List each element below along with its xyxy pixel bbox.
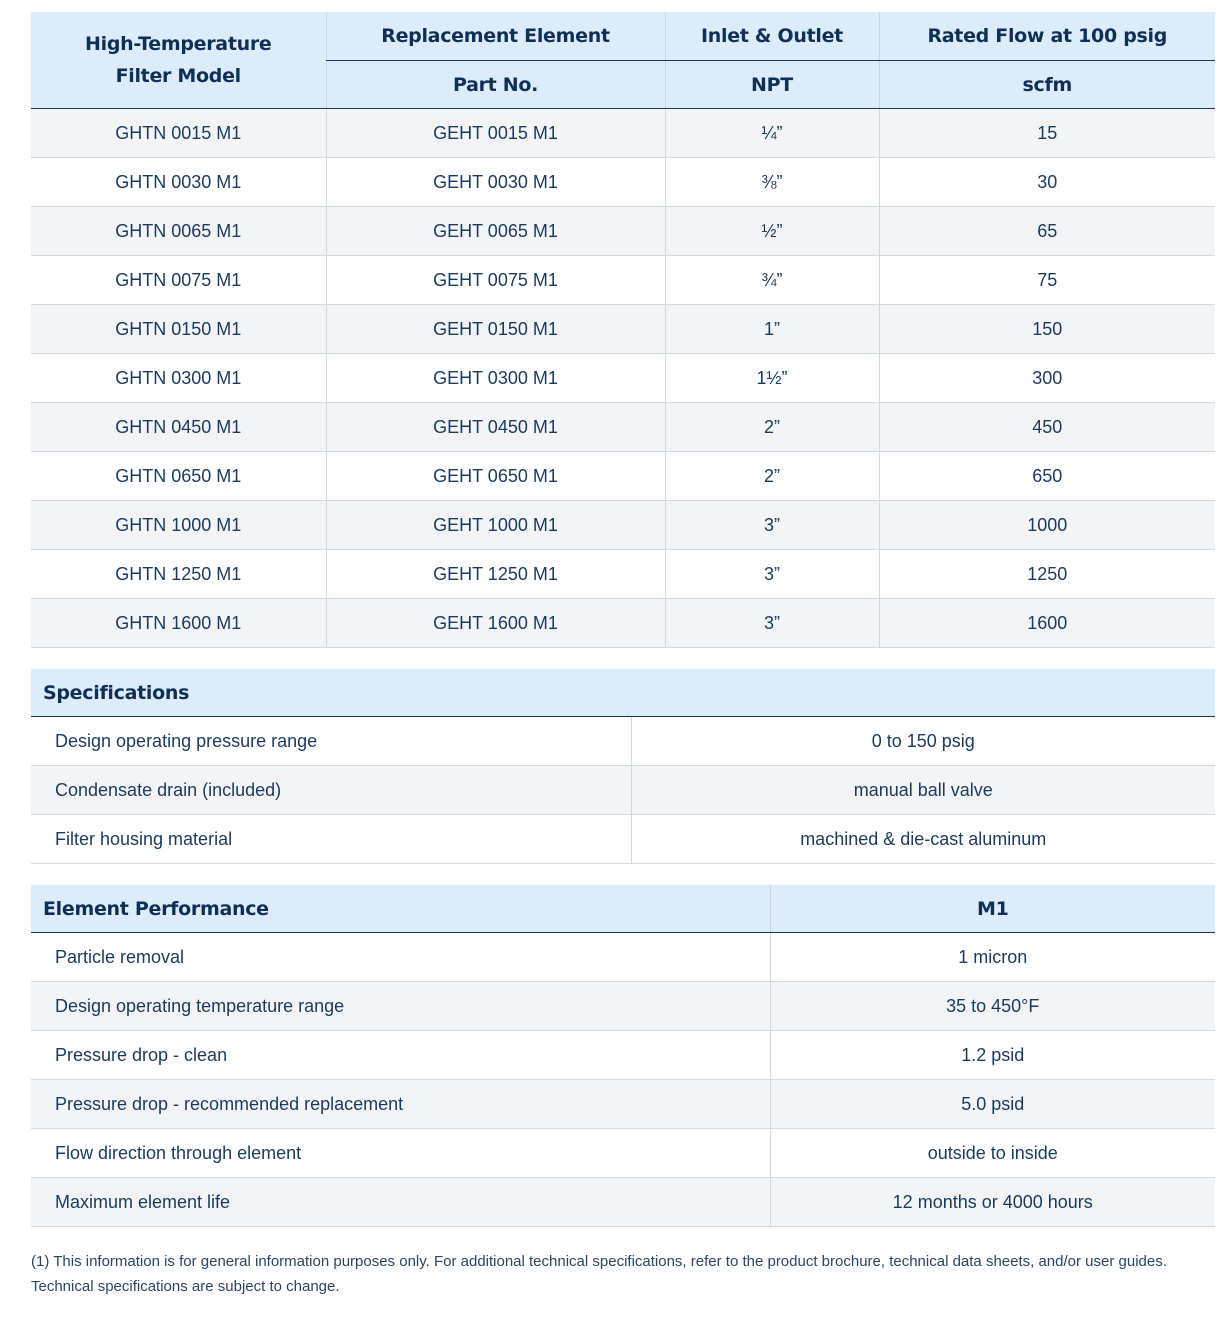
header-scfm: scfm xyxy=(879,61,1215,109)
spec-row xyxy=(31,1031,1215,1080)
rated-flow-cell: 450 xyxy=(879,403,1215,452)
npt-size-cell: 3” xyxy=(665,550,879,599)
spec-row xyxy=(31,1080,1215,1129)
spec-row xyxy=(31,717,1215,766)
part-number-cell: GEHT 0065 M1 xyxy=(326,207,665,256)
header-rated-flow: Rated Flow at 100 psig xyxy=(879,12,1215,61)
filter-model-cell: GHTN 0450 M1 xyxy=(31,403,326,452)
header-part-no: Part No. xyxy=(326,61,665,109)
spec-label: Condensate drain (included) xyxy=(31,766,631,815)
table-row xyxy=(31,599,1215,648)
spec-label: Design operating temperature range xyxy=(31,982,770,1031)
element-performance-column-m1: M1 xyxy=(770,885,1215,933)
rated-flow-cell: 15 xyxy=(879,109,1215,158)
filter-model-cell: GHTN 0650 M1 xyxy=(31,452,326,501)
part-number-cell: GEHT 1000 M1 xyxy=(326,501,665,550)
table-row xyxy=(31,501,1215,550)
spec-row xyxy=(31,766,1215,815)
table-row xyxy=(31,256,1215,305)
part-number-cell: GEHT 1250 M1 xyxy=(326,550,665,599)
spec-label: Filter housing material xyxy=(31,815,631,864)
spec-row xyxy=(31,1178,1215,1227)
header-inlet-outlet: Inlet & Outlet xyxy=(665,12,879,61)
footnote-line-2: Technical specifications are subject to change. xyxy=(31,1278,340,1295)
part-number-cell: GEHT 0450 M1 xyxy=(326,403,665,452)
table-row xyxy=(31,109,1215,158)
part-number-cell: GEHT 0650 M1 xyxy=(326,452,665,501)
spec-label: Pressure drop - clean xyxy=(31,1031,770,1080)
spec-label: Design operating pressure range xyxy=(31,717,631,766)
npt-size-cell: ⅜” xyxy=(665,158,879,207)
rated-flow-cell: 65 xyxy=(879,207,1215,256)
spec-row xyxy=(31,982,1215,1031)
spec-value: 12 months or 4000 hours xyxy=(770,1178,1215,1227)
footnote xyxy=(31,1249,1215,1299)
spec-value: machined & die-cast aluminum xyxy=(631,815,1215,864)
npt-size-cell: 2” xyxy=(665,403,879,452)
npt-size-cell: 1½” xyxy=(665,354,879,403)
spec-label: Pressure drop - recommended replacement xyxy=(31,1080,770,1129)
table-row xyxy=(31,452,1215,501)
rated-flow-cell: 75 xyxy=(879,256,1215,305)
filter-model-cell: GHTN 0300 M1 xyxy=(31,354,326,403)
npt-size-cell: 2” xyxy=(665,452,879,501)
element-performance-table xyxy=(31,885,1215,1227)
table-row xyxy=(31,158,1215,207)
header-replacement-element: Replacement Element xyxy=(326,12,665,61)
spec-row xyxy=(31,815,1215,864)
npt-size-cell: ¾” xyxy=(665,256,879,305)
spec-value: 5.0 psid xyxy=(770,1080,1215,1129)
spec-label: Particle removal xyxy=(31,933,770,982)
filter-models-table xyxy=(31,12,1215,648)
part-number-cell: GEHT 0150 M1 xyxy=(326,305,665,354)
filter-model-cell: GHTN 0015 M1 xyxy=(31,109,326,158)
rated-flow-cell: 150 xyxy=(879,305,1215,354)
spec-value: manual ball valve xyxy=(631,766,1215,815)
header-filter-model xyxy=(31,12,326,109)
header-filter-model-line1: High-Temperature xyxy=(85,33,272,55)
spec-value: outside to inside xyxy=(770,1129,1215,1178)
table-row xyxy=(31,305,1215,354)
filter-model-cell: GHTN 0030 M1 xyxy=(31,158,326,207)
specifications-table xyxy=(31,669,1215,864)
table-row xyxy=(31,207,1215,256)
filter-model-cell: GHTN 0150 M1 xyxy=(31,305,326,354)
filter-model-cell: GHTN 1250 M1 xyxy=(31,550,326,599)
rated-flow-cell: 1000 xyxy=(879,501,1215,550)
filter-model-cell: GHTN 0065 M1 xyxy=(31,207,326,256)
spec-value: 35 to 450°F xyxy=(770,982,1215,1031)
table-row xyxy=(31,403,1215,452)
npt-size-cell: 1” xyxy=(665,305,879,354)
table-row xyxy=(31,550,1215,599)
rated-flow-cell: 30 xyxy=(879,158,1215,207)
filter-model-cell: GHTN 0075 M1 xyxy=(31,256,326,305)
spec-value: 1.2 psid xyxy=(770,1031,1215,1080)
part-number-cell: GEHT 0015 M1 xyxy=(326,109,665,158)
rated-flow-cell: 1250 xyxy=(879,550,1215,599)
part-number-cell: GEHT 0300 M1 xyxy=(326,354,665,403)
spec-label: Flow direction through element xyxy=(31,1129,770,1178)
filter-model-cell: GHTN 1000 M1 xyxy=(31,501,326,550)
header-npt: NPT xyxy=(665,61,879,109)
spec-value: 0 to 150 psig xyxy=(631,717,1215,766)
rated-flow-cell: 1600 xyxy=(879,599,1215,648)
filter-model-cell: GHTN 1600 M1 xyxy=(31,599,326,648)
part-number-cell: GEHT 0075 M1 xyxy=(326,256,665,305)
specifications-title: Specifications xyxy=(31,669,1215,717)
npt-size-cell: 3” xyxy=(665,599,879,648)
npt-size-cell: ½” xyxy=(665,207,879,256)
footnote-line-1: (1) This information is for general information purposes only. For additional technical specifications, refer to the product brochure, technical data sheets, and/or user guides. xyxy=(31,1253,1167,1270)
spec-row xyxy=(31,1129,1215,1178)
spec-value: 1 micron xyxy=(770,933,1215,982)
spec-row xyxy=(31,933,1215,982)
table-row xyxy=(31,354,1215,403)
header-filter-model-line2: Filter Model xyxy=(115,65,241,87)
npt-size-cell: 3” xyxy=(665,501,879,550)
part-number-cell: GEHT 0030 M1 xyxy=(326,158,665,207)
part-number-cell: GEHT 1600 M1 xyxy=(326,599,665,648)
npt-size-cell: ¼” xyxy=(665,109,879,158)
rated-flow-cell: 300 xyxy=(879,354,1215,403)
element-performance-title: Element Performance xyxy=(31,885,770,933)
spec-label: Maximum element life xyxy=(31,1178,770,1227)
rated-flow-cell: 650 xyxy=(879,452,1215,501)
